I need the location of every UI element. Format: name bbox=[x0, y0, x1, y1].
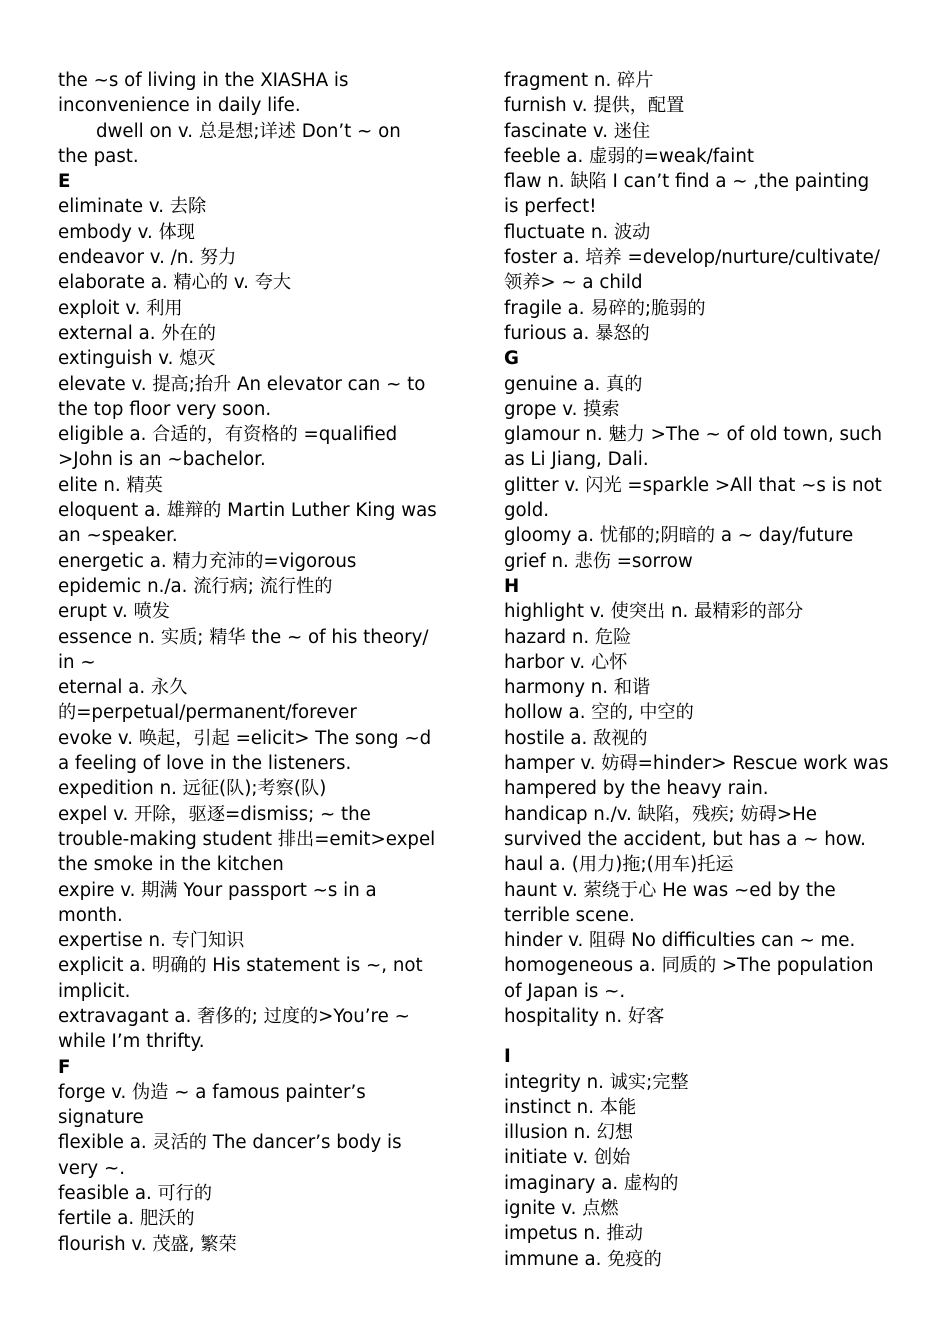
vocab-line: dwell on v. 总是想;详述 Don’t ~ on bbox=[96, 120, 401, 142]
vocab-line: month. bbox=[58, 904, 123, 926]
vocab-line: immune a. 免疫的 bbox=[504, 1248, 662, 1270]
vocab-line: initiate v. 创始 bbox=[504, 1147, 631, 1169]
vocab-line: harbor v. 心怀 bbox=[504, 651, 628, 673]
vocab-line: imaginary a. 虚构的 bbox=[504, 1172, 679, 1194]
vocab-line: furious a. 暴怒的 bbox=[504, 322, 650, 344]
vocab-line: embody v. 体现 bbox=[58, 221, 195, 243]
vocab-line: endeavor v. /n. 努力 bbox=[58, 247, 237, 269]
vocab-line: harmony n. 和谐 bbox=[504, 677, 651, 699]
vocab-line: feasible a. 可行的 bbox=[58, 1183, 213, 1205]
vocab-line: a feeling of love in the listeners. bbox=[58, 753, 352, 775]
vocab-line: highlight v. 使突出 n. 最精彩的部分 bbox=[504, 601, 804, 623]
section-letter-heading: F bbox=[58, 1056, 71, 1078]
vocab-line: glamour n. 魅力 >The ~ of old town, such bbox=[504, 424, 883, 446]
vocab-line: haul a. (用力)拖;(用车)托运 bbox=[504, 854, 734, 876]
vocab-line: the top floor very soon. bbox=[58, 398, 272, 420]
vocab-line: gloomy a. 忧郁的;阴暗的 a ~ day/future bbox=[504, 525, 854, 547]
vocab-line: flaw n. 缺陷 I can’t find a ~ ,the painting bbox=[504, 171, 870, 193]
vocab-line: implicit. bbox=[58, 980, 131, 1002]
vocab-line: 领养> ~ a child bbox=[504, 272, 643, 294]
section-letter-heading: I bbox=[504, 1046, 511, 1068]
vocab-line: hinder v. 阻碍 No difficulties can ~ me. bbox=[504, 930, 856, 952]
vocab-line: feeble a. 虚弱的=weak/faint bbox=[504, 145, 754, 167]
vocab-line: genuine a. 真的 bbox=[504, 373, 643, 395]
vocab-line: elevate v. 提高;抬升 An elevator can ~ to bbox=[58, 373, 426, 395]
vocab-line: fluctuate n. 波动 bbox=[504, 221, 651, 243]
right-column bbox=[504, 68, 894, 1272]
vocab-line: 的=perpetual/permanent/forever bbox=[58, 702, 357, 724]
vocab-line: expertise n. 专门知识 bbox=[58, 930, 245, 952]
vocab-line: trouble-making student 排出=emit>expel bbox=[58, 828, 436, 850]
vocab-line: grope v. 摸索 bbox=[504, 398, 620, 420]
vocab-line: impetus n. 推动 bbox=[504, 1223, 643, 1245]
vocab-line: homogeneous a. 同质的 >The population bbox=[504, 955, 874, 977]
vocab-line: illusion n. 幻想 bbox=[504, 1122, 634, 1144]
vocab-line: expedition n. 远征(队);考察(队) bbox=[58, 778, 327, 800]
vocab-line: as Li Jiang, Dali. bbox=[504, 449, 649, 471]
vocab-line: erupt v. 喷发 bbox=[58, 601, 170, 623]
vocab-line: fascinate v. 迷住 bbox=[504, 120, 651, 142]
vocab-line: grief n. 悲伤 =sorrow bbox=[504, 550, 693, 572]
vocab-line: eloquent a. 雄辩的 Martin Luther King was bbox=[58, 500, 437, 522]
vocab-line: flexible a. 灵活的 The dancer’s body is bbox=[58, 1132, 402, 1154]
vocab-line: handicap n./v. 缺陷，残疾; 妨碍>He bbox=[504, 803, 817, 825]
vocab-line: terrible scene. bbox=[504, 904, 635, 926]
vocab-line: survived the accident, but has a ~ how. bbox=[504, 828, 866, 850]
vocab-line: forge v. 伪造 ~ a famous painter’s bbox=[58, 1081, 366, 1103]
vocab-line: while I’m thrifty. bbox=[58, 1031, 205, 1053]
vocab-line: evoke v. 唤起，引起 =elicit> The song ~d bbox=[58, 727, 432, 749]
vocab-line: instinct n. 本能 bbox=[504, 1096, 637, 1118]
vocab-line: hospitality n. 好客 bbox=[504, 1005, 665, 1027]
vocab-line: very ~. bbox=[58, 1157, 125, 1179]
section-letter-heading: H bbox=[504, 575, 520, 597]
vocab-line: eternal a. 永久 bbox=[58, 677, 188, 699]
vocab-line: external a. 外在的 bbox=[58, 322, 216, 344]
vocab-line: inconvenience in daily life. bbox=[58, 95, 301, 117]
left-column bbox=[58, 68, 448, 1257]
vocab-line: hamper v. 妨碍=hinder> Rescue work was bbox=[504, 753, 889, 775]
vocab-line: haunt v. 萦绕于心 He was ~ed by the bbox=[504, 879, 836, 901]
vocab-line: exploit v. 利用 bbox=[58, 297, 183, 319]
vocab-line: an ~speaker. bbox=[58, 525, 178, 547]
section-spacer bbox=[504, 1029, 894, 1044]
vocab-line: hazard n. 危险 bbox=[504, 626, 632, 648]
vocab-line: integrity n. 诚实;完整 bbox=[504, 1071, 689, 1093]
vocab-line: energetic a. 精力充沛的=vigorous bbox=[58, 550, 357, 572]
vocab-line: in ~ bbox=[58, 651, 96, 673]
vocab-line: ignite v. 点燃 bbox=[504, 1198, 619, 1220]
vocab-line: extravagant a. 奢侈的; 过度的>You’re ~ bbox=[58, 1005, 410, 1027]
vocab-line: fragile a. 易碎的;脆弱的 bbox=[504, 297, 706, 319]
vocab-line: essence n. 实质; 精华 the ~ of his theory/ bbox=[58, 626, 429, 648]
section-letter-heading: G bbox=[504, 348, 519, 370]
vocab-line: eliminate v. 去除 bbox=[58, 196, 207, 218]
vocab-line: eligible a. 合适的，有资格的 =qualified bbox=[58, 424, 398, 446]
vocab-line: signature bbox=[58, 1107, 144, 1129]
vocab-line: fertile a. 肥沃的 bbox=[58, 1208, 195, 1230]
vocab-line: explicit a. 明确的 His statement is ~, not bbox=[58, 955, 423, 977]
vocab-line: expel v. 开除，驱逐=dismiss; ~ the bbox=[58, 803, 371, 825]
vocab-line: elaborate a. 精心的 v. 夸大 bbox=[58, 272, 292, 294]
vocab-line: the ~s of living in the XIASHA is bbox=[58, 70, 349, 91]
vocab-line: flourish v. 茂盛, 繁荣 bbox=[58, 1233, 237, 1255]
vocab-line: elite n. 精英 bbox=[58, 474, 163, 496]
section-letter-heading: E bbox=[58, 171, 71, 193]
vocab-line: fragment n. 碎片 bbox=[504, 70, 654, 91]
vocab-line: extinguish v. 熄灭 bbox=[58, 348, 216, 370]
vocab-line: furnish v. 提供，配置 bbox=[504, 95, 685, 117]
vocab-line: hampered by the heavy rain. bbox=[504, 778, 769, 800]
vocab-line: hostile a. 敌视的 bbox=[504, 727, 648, 749]
vocab-line: glitter v. 闪光 =sparkle >All that ~s is not bbox=[504, 474, 882, 496]
vocab-line: the past. bbox=[58, 145, 139, 167]
vocab-line: epidemic n./a. 流行病; 流行性的 bbox=[58, 575, 333, 597]
vocab-line: hollow a. 空的, 中空的 bbox=[504, 702, 694, 724]
vocab-line: foster a. 培养 =develop/nurture/cultivate/ bbox=[504, 247, 880, 269]
vocab-line: of Japan is ~. bbox=[504, 980, 626, 1002]
vocab-line: is perfect! bbox=[504, 196, 597, 218]
vocab-line: expire v. 期满 Your passport ~s in a bbox=[58, 879, 377, 901]
vocab-line: the smoke in the kitchen bbox=[58, 854, 284, 876]
vocab-line: gold. bbox=[504, 500, 550, 522]
vocab-line: >John is an ~bachelor. bbox=[58, 449, 266, 471]
